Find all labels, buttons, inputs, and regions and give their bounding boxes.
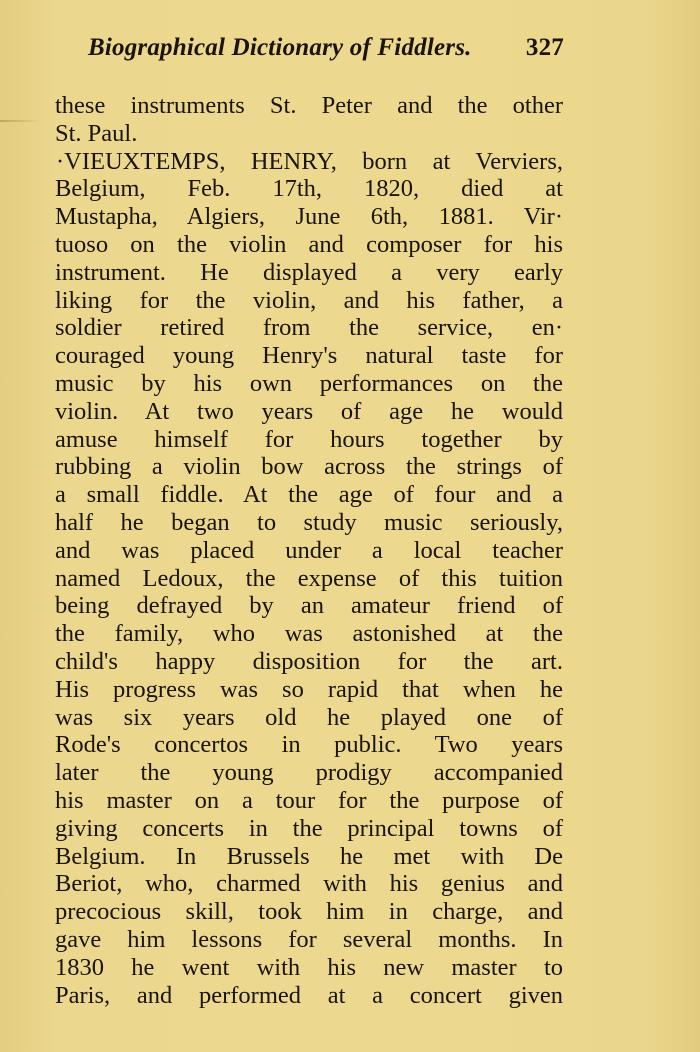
text-line: His progress was so rapid that when he xyxy=(55,675,563,703)
text-line: Mustapha, Algiers, June 6th, 1881. Vir· xyxy=(55,203,563,231)
entry-heading-line: ·VIEUXTEMPS, HENRY, born at Verviers, xyxy=(56,147,563,175)
text-line: half he began to study music seriously, xyxy=(55,508,563,536)
text-line: soldier retired from the service, en· xyxy=(55,314,563,342)
text-line: was six years old he played one of xyxy=(55,703,563,731)
text-line: these instruments St. Peter and the other xyxy=(55,92,563,119)
page-crease xyxy=(0,120,42,122)
text-line: Rode's concertos in public. Two years xyxy=(55,731,563,759)
text-line: couraged young Henry's natural taste for xyxy=(55,342,563,370)
text-line: giving concerts in the principal towns of xyxy=(55,814,563,842)
body-text xyxy=(55,92,563,1009)
text-line: Beriot, who, charmed with his genius and xyxy=(55,870,563,898)
text-line: music by his own performances on the xyxy=(55,369,563,397)
text-line: child's happy disposition for the art. xyxy=(55,647,563,675)
page-header xyxy=(88,34,564,70)
text-line: instrument. He displayed a very early xyxy=(55,258,563,286)
text-line: violin. At two years of age he would xyxy=(55,397,563,425)
text-line: the family, who was astonished at the xyxy=(55,620,563,648)
text-line: Paris, and performed at a concert given xyxy=(55,981,563,1009)
text-line: and was placed under a local teacher xyxy=(55,536,563,564)
text-line: tuoso on the violin and composer for his xyxy=(55,230,563,258)
text-line: gave him lessons for several months. In xyxy=(55,925,563,953)
text-line: named Ledoux, the expense of this tuition xyxy=(55,564,563,592)
text-line: being defrayed by an amateur friend of xyxy=(55,592,563,620)
text-line: liking for the violin, and his father, a xyxy=(55,286,563,314)
text-line: 1830 he went with his new master to xyxy=(55,953,563,981)
text-line: later the young prodigy accompanied xyxy=(55,759,563,787)
text-line: Belgium, Feb. 17th, 1820, died at xyxy=(55,175,563,203)
text-line: precocious skill, took him in charge, and xyxy=(55,898,563,926)
text-line: amuse himself for hours together by xyxy=(55,425,563,453)
text-line: St. Paul. xyxy=(55,119,138,147)
page-number: 327 xyxy=(525,34,564,61)
text-line: Belgium. In Brussels he met with De xyxy=(55,842,563,870)
running-title: Biographical Dictionary of Fiddlers. xyxy=(88,34,472,61)
text-line: his master on a tour for the purpose of xyxy=(55,786,563,814)
text-line: a small fiddle. At the age of four and a xyxy=(55,481,563,509)
text-line: rubbing a violin bow across the strings of xyxy=(55,453,563,481)
